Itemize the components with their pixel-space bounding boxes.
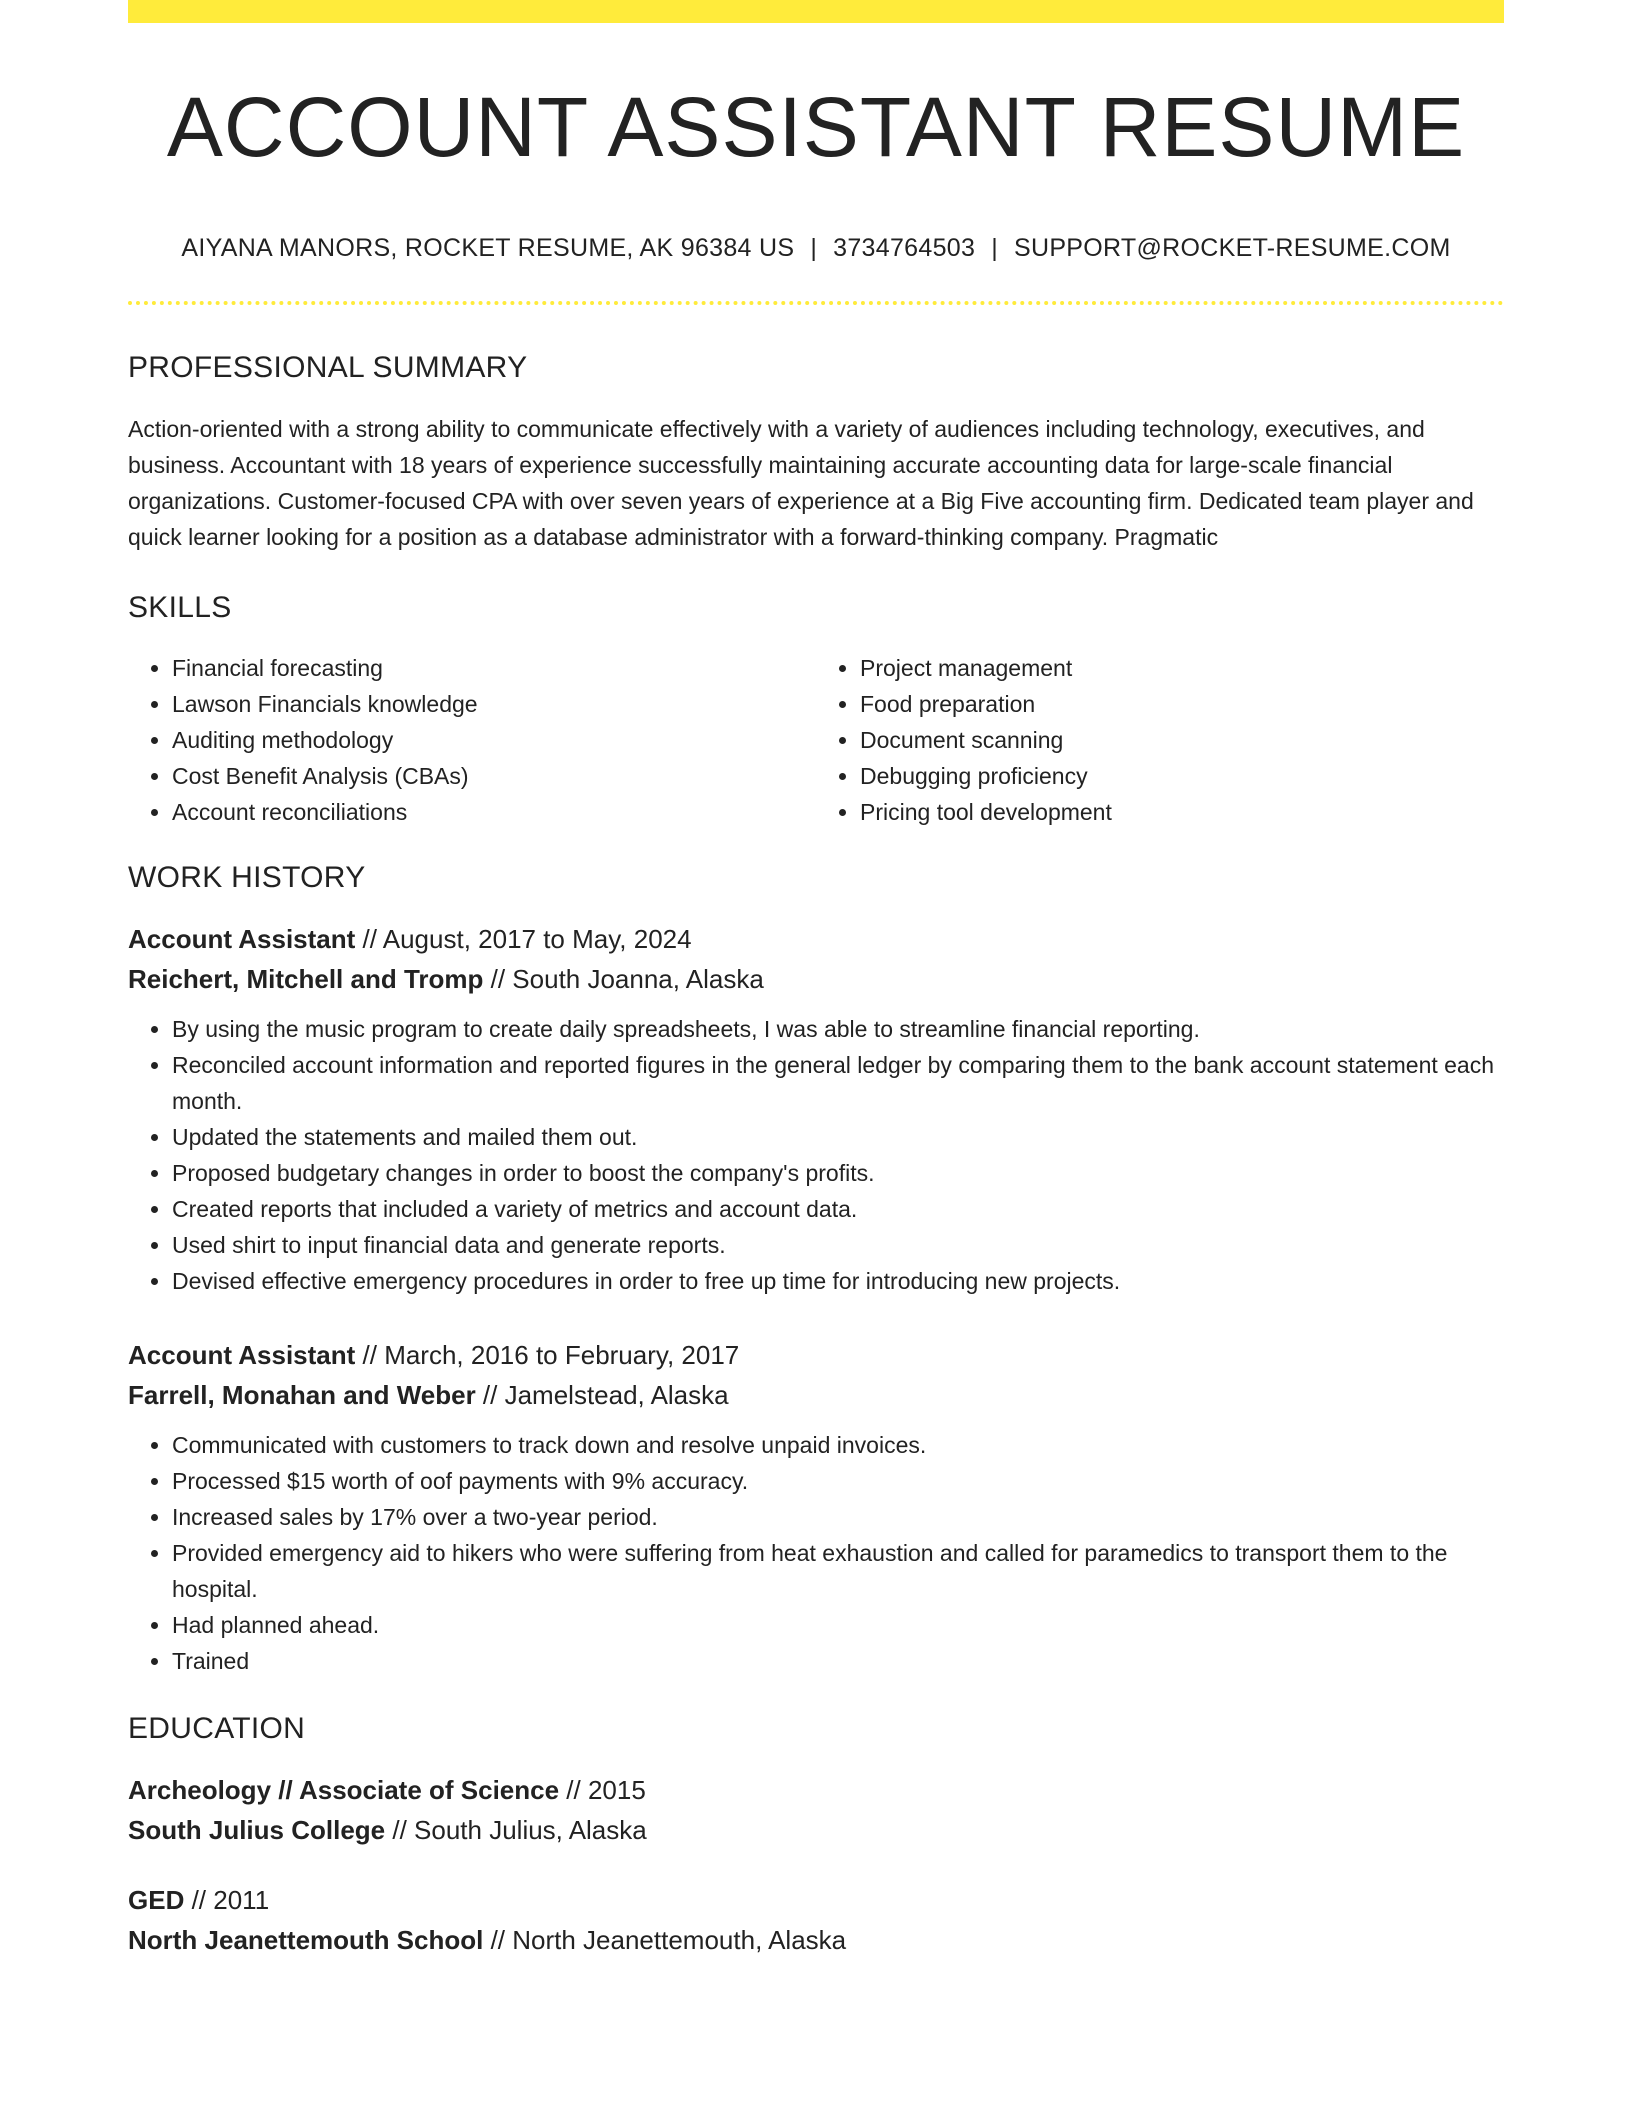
- skill-item: • Account reconciliations: [172, 794, 816, 830]
- page-title: ACCOUNT ASSISTANT RESUME: [166, 80, 1466, 174]
- skills-heading: SKILLS: [128, 591, 232, 624]
- education-school-line: [128, 1920, 1504, 1960]
- job-company-line: [128, 959, 1504, 999]
- education-heading: EDUCATION: [128, 1712, 306, 1745]
- accent-top-bar: [128, 0, 1504, 23]
- job-bullet: • Had planned ahead.: [172, 1607, 1504, 1643]
- job-bullet: • Increased sales by 17% over a two-year period.: [172, 1499, 1504, 1535]
- contact-address: AIYANA MANORS, ROCKET RESUME, AK 96384 US: [181, 234, 795, 262]
- education-year: // 2015: [559, 1775, 646, 1805]
- skills-column-right: [816, 650, 1504, 830]
- job-entry: [128, 1335, 1504, 1679]
- job-company: Reichert, Mitchell and Tromp: [128, 964, 484, 994]
- skill-item: • Pricing tool development: [860, 794, 1504, 830]
- education-school: North Jeanettemouth School: [128, 1925, 484, 1955]
- education-degree-line: [128, 1880, 1504, 1920]
- work-history-section: [128, 860, 1504, 1679]
- skills-grid: [128, 650, 1504, 830]
- education-location: // North Jeanettemouth, Alaska: [483, 1925, 847, 1955]
- job-bullets: [128, 1427, 1504, 1679]
- job-title: Account Assistant: [128, 1340, 356, 1370]
- education-degree: Archeology // Associate of Science: [128, 1775, 560, 1805]
- job-bullet: • Created reports that included a variety of metrics and account data.: [172, 1191, 1504, 1227]
- job-bullet: • Proposed budgetary changes in order to boost the company's profits.: [172, 1155, 1504, 1191]
- contact-line: [128, 233, 1504, 263]
- job-location: // Jamelstead, Alaska: [475, 1380, 729, 1410]
- work-history-heading: WORK HISTORY: [128, 861, 366, 894]
- job-bullet: • Used shirt to input financial data and generate reports.: [172, 1227, 1504, 1263]
- education-degree: GED: [128, 1885, 185, 1915]
- skills-column-left: [128, 650, 816, 830]
- education-entry: [128, 1880, 1504, 1960]
- skill-item: • Lawson Financials knowledge: [172, 686, 816, 722]
- job-bullets: [128, 1011, 1504, 1299]
- skill-item: • Debugging proficiency: [860, 758, 1504, 794]
- job-bullet: • Processed $15 worth of oof payments with 9% accuracy.: [172, 1463, 1504, 1499]
- summary-section: [128, 350, 1504, 555]
- job-bullet: • Devised effective emergency procedures in order to free up time for introducing new projects.: [172, 1263, 1504, 1299]
- contact-email: SUPPORT@ROCKET-RESUME.COM: [1013, 234, 1451, 262]
- contact-phone: 3734764503: [833, 234, 976, 262]
- skill-item: • Food preparation: [860, 686, 1504, 722]
- summary-text: Action-oriented with a strong ability to communicate effectively with a variety of audiences including technology, executives, and business. Accountant with 18 years of experience successfully maintaining accurate accounting data for large-scale financial organizations. Customer-focused CPA with over seven years of experience at a Big Five accounting firm. Dedicated team player and quick learner looking for a position as a database administrator with a forward-thinking company. Pragmatic: [128, 416, 1474, 550]
- job-title-line: [128, 919, 1504, 959]
- education-degree-line: [128, 1770, 1504, 1810]
- education-section: [128, 1711, 1504, 1960]
- job-title-line: [128, 1335, 1504, 1375]
- skill-item: • Auditing methodology: [172, 722, 816, 758]
- skills-list-right: [816, 650, 1504, 830]
- skills-list-left: [128, 650, 816, 830]
- skill-item: • Project management: [860, 650, 1504, 686]
- job-bullet: • By using the music program to create daily spreadsheets, I was able to streamline financial reporting.: [172, 1011, 1504, 1047]
- dotted-divider: [128, 301, 1504, 305]
- job-dates: // August, 2017 to May, 2024: [355, 924, 692, 954]
- job-bullet: • Provided emergency aid to hikers who were suffering from heat exhaustion and called for paramedics to transport them to the hospital.: [172, 1535, 1504, 1607]
- skills-section: [128, 590, 1504, 830]
- education-entry: [128, 1770, 1504, 1850]
- summary-heading: PROFESSIONAL SUMMARY: [128, 351, 528, 384]
- job-entry: [128, 919, 1504, 1299]
- education-school: South Julius College: [128, 1815, 386, 1845]
- job-bullet: • Updated the statements and mailed them out.: [172, 1119, 1504, 1155]
- job-bullet: • Reconciled account information and reported figures in the general ledger by comparing them to the bank account statement each month.: [172, 1047, 1504, 1119]
- contact-separator: |: [810, 234, 818, 262]
- job-location: // South Joanna, Alaska: [483, 964, 764, 994]
- education-location: // South Julius, Alaska: [385, 1815, 647, 1845]
- skill-item: • Document scanning: [860, 722, 1504, 758]
- job-bullet: • Trained: [172, 1643, 1504, 1679]
- education-year: // 2011: [184, 1885, 270, 1915]
- job-dates: // March, 2016 to February, 2017: [355, 1340, 740, 1370]
- contact-separator: |: [991, 234, 998, 262]
- job-title: Account Assistant: [128, 924, 356, 954]
- skill-item: • Cost Benefit Analysis (CBAs): [172, 758, 816, 794]
- job-bullet: • Communicated with customers to track down and resolve unpaid invoices.: [172, 1427, 1504, 1463]
- skill-item: • Financial forecasting: [172, 650, 816, 686]
- education-school-line: [128, 1810, 1504, 1850]
- job-company: Farrell, Monahan and Weber: [128, 1380, 476, 1410]
- job-company-line: [128, 1375, 1504, 1415]
